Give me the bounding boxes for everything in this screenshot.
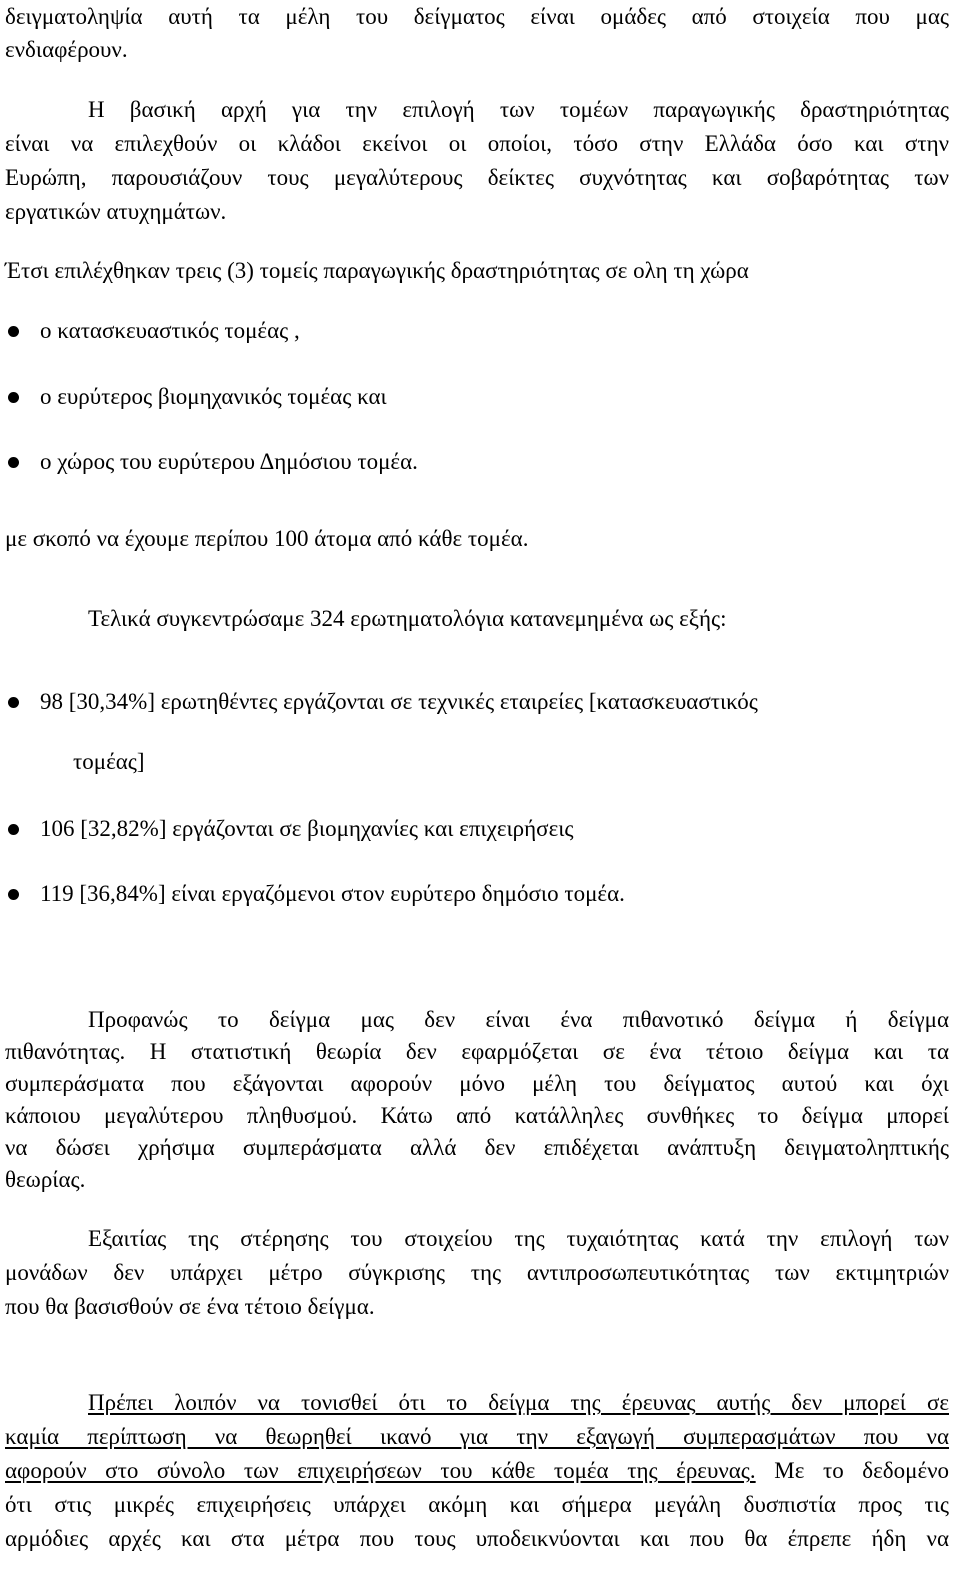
paragraph-random-line-1: Εξαιτίας της στέρησης του στοιχείου της τυχαιότητας κατά την επιλογή των	[88, 1226, 949, 1251]
paragraph-selection-line-3: Ευρώπη, παρουσιάζουν τους μεγαλύτερους δείκτες συχνότητας και σοβαρότητας των	[5, 165, 949, 190]
paragraph-random-line-2: μονάδων δεν υπάρχει μέτρο σύγκρισης της αντιπροσωπευτικότητας των εκτιμητριών	[5, 1260, 949, 1285]
paragraph-sample-line-2: πιθανότητας. Η στατιστική θεωρία δεν εφαρμόζεται σε ένα τέτοιο δείγμα και τα	[5, 1039, 949, 1064]
bullet-icon	[8, 824, 19, 835]
sector-item-construction: ο κατασκευαστικός τομέας ,	[40, 318, 300, 343]
paragraph-sample-line-4: κάποιου μεγαλύτερου πληθυσμού. Κάτω από κατάλληλες συνθήκες το δείγμα μπορεί	[5, 1103, 949, 1128]
paragraph-random-line-3: που θα βασισθούν σε ένα τέτοιο δείγμα.	[5, 1294, 375, 1319]
result-item-technical-cont: τομέας]	[73, 749, 145, 774]
result-item-public: 119 [36,84%] είναι εργαζόμενοι στον ευρύτερο δημόσιο τομέα.	[40, 881, 625, 906]
paragraph-selection-line-4: εργατικών ατυχημάτων.	[5, 199, 227, 224]
paragraph-selection-line-2: είναι να επιλεχθούν οι κλάδοι εκείνοι οι οποίοι, τόσο στην Ελλάδα όσο και στην	[5, 131, 949, 156]
paragraph-conclusion-line-4: ότι στις μικρές επιχειρήσεις υπάρχει ακόμη και σήμερα μεγάλη δυσπιστία προς τις	[5, 1492, 949, 1517]
bullet-icon	[8, 326, 19, 337]
results-intro: Τελικά συγκεντρώσαμε 324 ερωτηματολόγια κατανεμημένα ως εξής:	[88, 606, 727, 631]
bullet-icon	[8, 457, 19, 468]
paragraph-sample-line-1: Προφανώς το δείγμα μας δεν είναι ένα πιθανοτικό δείγμα ή δείγμα	[88, 1007, 949, 1032]
conclusion-underlined-fragment: αφορούν στο σύνολο των επιχειρήσεων του κάθε τομέα της έρευνας.	[5, 1458, 756, 1483]
paragraph-sample-line-3: συμπεράσματα που εξάγονται αφορούν μόνο μέλη του δείγματος αυτού και όχι	[5, 1071, 949, 1096]
bullet-icon	[8, 889, 19, 900]
paragraph-conclusion-line-3	[5, 1454, 949, 1488]
sectors-goal: με σκοπό να έχουμε περίπου 100 άτομα από κάθε τομέα.	[5, 526, 529, 551]
bullet-icon	[8, 697, 19, 708]
result-item-industrial: 106 [32,82%] εργάζονται σε βιομηχανίες και επιχειρήσεις	[40, 816, 574, 841]
result-item-technical: 98 [30,34%] ερωτηθέντες εργάζονται σε τεχνικές εταιρείες [κατασκευαστικός	[40, 689, 758, 714]
conclusion-plain-fragment: Με το δεδομένο	[774, 1458, 950, 1483]
paragraph-sample-line-5: να δώσει χρήσιμα συμπεράσματα αλλά δεν επιδέχεται ανάπτυξη δειγματοληπτικής	[5, 1135, 949, 1160]
sectors-intro: Έτσι επιλέχθηκαν τρεις (3) τομείς παραγωγικής δραστηριότητας σε ολη τη χώρα	[5, 258, 749, 283]
sector-item-public: ο χώρος του ευρύτερου Δημόσιου τομέα.	[40, 449, 418, 474]
sector-item-industrial: ο ευρύτερος βιομηχανικός τομέας και	[40, 384, 387, 409]
paragraph-conclusion-line-1: Πρέπει λοιπόν να τονισθεί ότι το δείγμα της έρευνας αυτής δεν μπορεί σε	[88, 1390, 949, 1415]
paragraph-conclusion-line-2: καμία περίπτωση να θεωρηθεί ικανό για την εξαγωγή συμπερασμάτων που να	[5, 1424, 949, 1449]
paragraph-conclusion-line-5: αρμόδιες αρχές και στα μέτρα που τους υποδεικνύονται και που θα έπρεπε ήδη να	[5, 1526, 949, 1551]
paragraph-sample-line-6: θεωρίας.	[5, 1167, 86, 1192]
paragraph-continued-line-2: ενδιαφέρουν.	[5, 37, 128, 62]
paragraph-continued-line-1: δειγματοληψία αυτή τα μέλη του δείγματος είναι ομάδες από στοιχεία που μας	[5, 4, 949, 29]
bullet-icon	[8, 392, 19, 403]
paragraph-selection-line-1: Η βασική αρχή για την επιλογή των τομέων παραγωγικής δραστηριότητας	[88, 97, 949, 122]
